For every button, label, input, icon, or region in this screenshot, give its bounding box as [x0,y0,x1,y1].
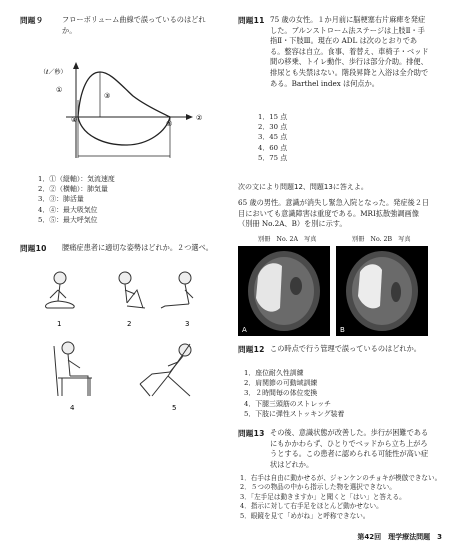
option-5[interactable]: 5．下肢に弾性ストッキング装着 [244,409,345,418]
flow-volume-curve-figure [38,60,213,165]
option-1[interactable]: 1．座位耐久性訓練 [244,369,304,377]
label-4: ④ [71,116,78,124]
question-12-options [244,368,344,419]
mri-image-a [238,246,330,336]
posture-number-2: 2 [127,320,132,328]
label-5: ⑤ [166,120,173,128]
question-12-text: この時点で行う管理で誤っているのはどれか。 [270,344,421,353]
option-4[interactable]: 4．60 点 [258,143,288,152]
posture-figures-row-2 [40,340,220,415]
question-9-text: フローボリューム曲線で誤っているのはどれか。 [62,15,206,35]
question-12-label: 問題12 [238,345,265,354]
option-4[interactable]: 4．指示に対して右手足をほとんど動かせない。 [240,502,383,511]
option-4[interactable]: 4．下腿三頭筋のストレッチ [244,399,332,408]
posture-2-icon [119,272,145,308]
question-9-options [38,174,115,225]
question-10-text: 腰痛症患者に適切な姿勢はどれか。２つ選べ。 [62,243,213,252]
option-3[interactable]: 3．２時間毎の体位変換 [244,389,318,398]
option-5[interactable]: 5．75 点 [258,153,288,162]
option-2[interactable]: 2．肩関節の可動域訓練 [244,379,318,388]
question-13-text: その後、意識状態が改善した。歩行が困難であるにもかかわらず、ひとりでベッドから立ち上がろうとする。この患者に認められる可能性が高い症状はどれか。 [270,428,429,469]
question-11-label: 問題11 [238,16,265,25]
option-3[interactable]: 3．45 点 [258,133,288,142]
mri-image-b [336,246,428,336]
option-4[interactable]: 4．④：最大吸気位 [38,205,98,214]
option-3[interactable]: 3．「左手足は動きますか」と聞くと「はい」と答える。 [240,492,406,501]
posture-3-icon [161,272,193,308]
option-3[interactable]: 3．③：肺活量 [38,195,84,204]
question-10-label: 問題10 [20,244,47,253]
flow-volume-loop [78,72,173,145]
question-11-options [258,112,287,163]
vertical-axis-arrow [73,62,79,69]
case-description: 65 歳の男性。意識が消失し緊急入院となった。発症後２日目においても意識障害は重度である。MRI拡散強調画像（別冊 No.2A、B）を別に示す。 [238,198,430,229]
posture-number-4: 4 [70,404,75,412]
option-1[interactable]: 1．15 点 [258,113,288,121]
question-9-label: 問題９ [20,16,44,25]
posture-5-icon [140,344,191,396]
posture-figures-row-1 [35,268,215,333]
intro-heading: 次の文により問題12、問題13に答えよ。 [238,183,368,191]
label-2: ② [196,114,203,122]
posture-4-icon [54,342,92,396]
option-5[interactable]: 5．眼鏡を見て「めがね」と呼称できない。 [240,511,370,520]
posture-number-3: 3 [185,320,190,328]
page-footer: 第42回 理学療法問題 3 [357,533,442,541]
question-13-label: 問題13 [238,429,265,438]
label-1: ① [56,86,63,94]
option-2[interactable]: 2．５つの物品の中から指示した物を選択できない。 [240,483,396,492]
question-13-options [240,474,445,521]
y-axis-unit: （ℓ／秒） [40,69,67,76]
option-2[interactable]: 2．30 点 [258,123,288,132]
posture-number-1: 1 [57,320,62,328]
posture-1-icon [45,272,74,308]
image-caption-b: 別冊 No. 2B 写真 [352,236,411,243]
option-1[interactable]: 1．①（縦軸）：気流速度 [38,175,115,183]
posture-number-5: 5 [172,404,177,412]
question-11-text: 75 歳の女性。１か月前に脳梗塞右片麻痺を発症した。ブルンストローム法ステージは上肢Ⅱ・手指Ⅱ・下肢Ⅲ。現在の ADL は次のとおりである。整容は自立。食事、着替え、車椅子・ベッド間の移乗、トイレ動作、歩行は部分介助。排便、排尿とも失禁はない。階段昇降と入浴は全介助である。Barthel index は何点か。 [270,15,429,88]
label-3: ③ [104,92,111,100]
option-2[interactable]: 2．②（横軸）：肺気量 [38,185,108,194]
image-letter-a: A [242,326,247,334]
image-caption-a: 別冊 No. 2A 写真 [258,236,317,243]
option-5[interactable]: 5．⑤：最大呼気位 [38,215,98,224]
image-letter-b: B [340,326,345,334]
horizontal-axis-arrow [186,114,193,120]
option-1[interactable]: 1．右手は自由に動かせるが、ジャンケンのチョキが模倣できない。 [240,474,442,482]
